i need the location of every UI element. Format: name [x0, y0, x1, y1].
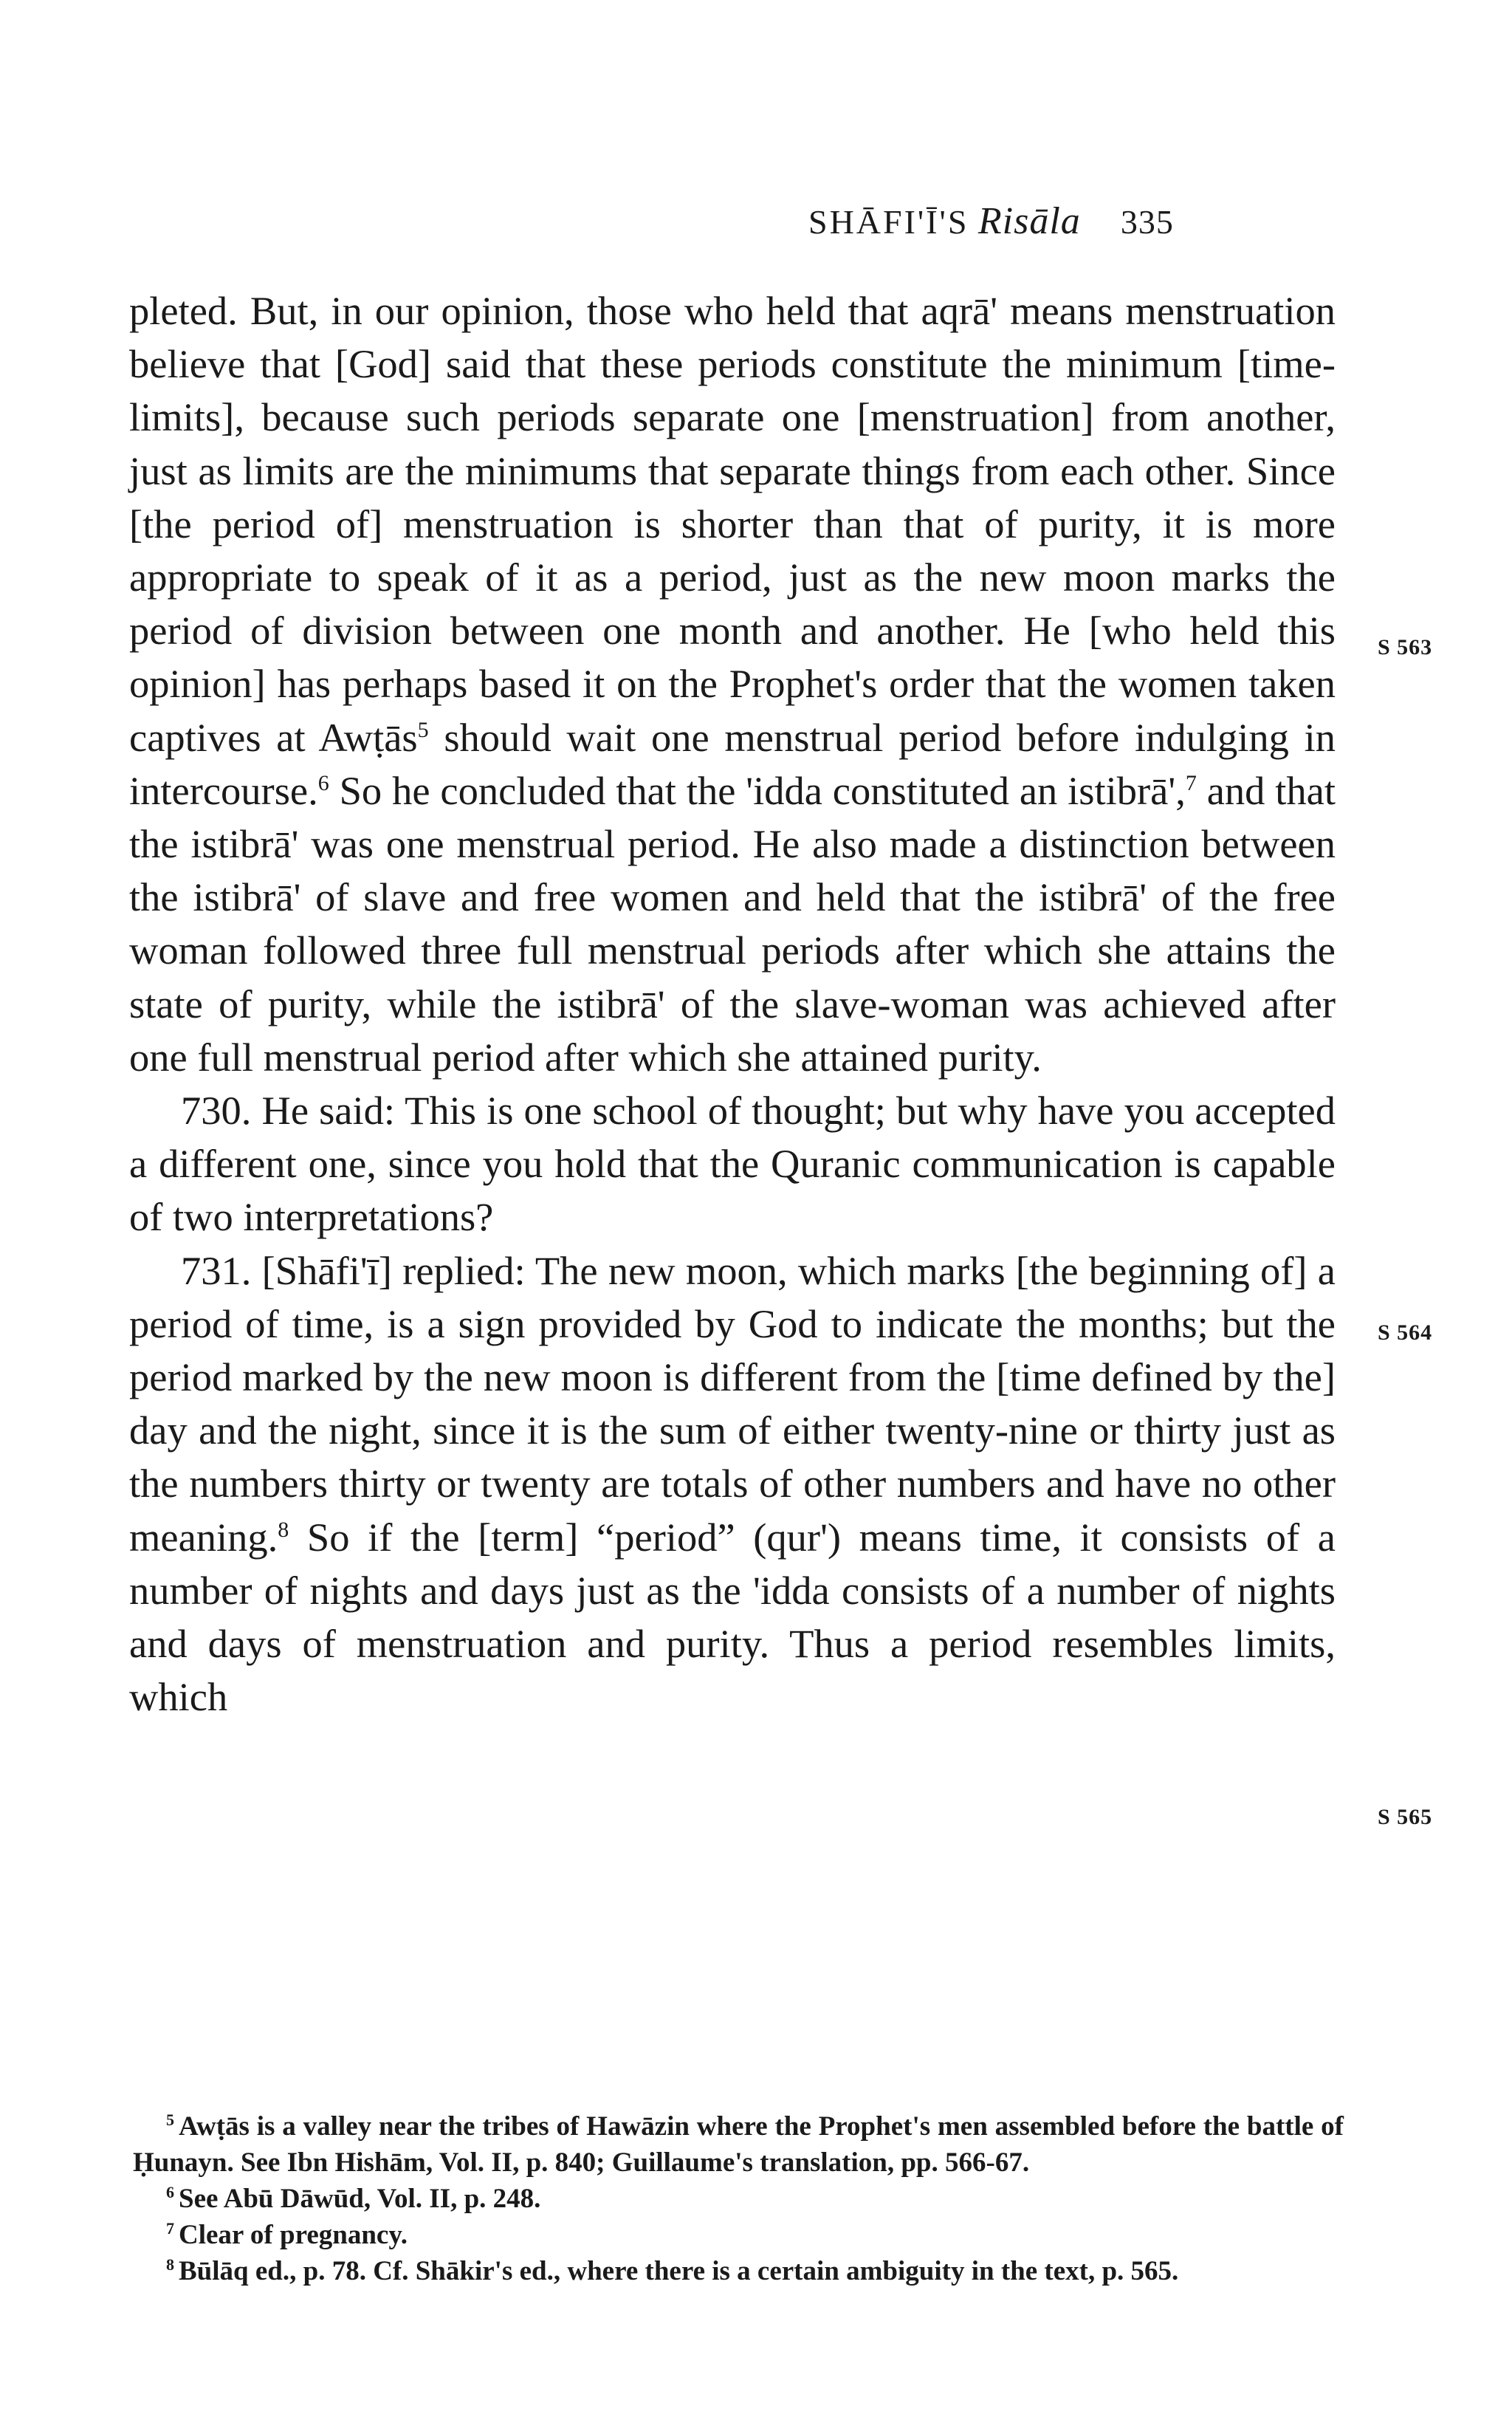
paragraph-730: 730. He said: This is one school of thought; but why have you accepted a different one, since you hold that the Quranic communication is capable of two interpretations? — [129, 1088, 1336, 1240]
running-header — [808, 199, 1174, 243]
header-title-italic: Risāla — [977, 200, 1081, 242]
paragraph-text: 731. [Shāfi'ī] replied: The new moon, which marks [the beginning of] a period of time, is a sign provided by God to indicate the months; but the period marked by the new moon is different from the [time defined by the] day and the night, since it is the sum of either twenty-nine or thirty just as the numbers thirty or twenty are totals of other numbers and have no other meaning. — [129, 1247, 1336, 1560]
margin-note-s563: S 563 — [1378, 635, 1433, 659]
paragraph-continuation — [129, 284, 1336, 1084]
footnote-number: 5 — [166, 2110, 174, 2129]
footnote-text: Būlāq ed., p. 78. Cf. Shākir's ed., where there is a certain ambiguity in the text, p. 565. — [179, 2256, 1179, 2286]
paragraph-731 — [129, 1244, 1336, 1724]
margin-note-s565: S 565 — [1378, 1805, 1433, 1829]
body-text — [129, 284, 1336, 1724]
margin-note-s564: S 564 — [1378, 1320, 1433, 1345]
page-number: 335 — [1120, 203, 1174, 241]
paragraph-text: So if the [term] “period” (qur') means time, it consists of a number of nights and days just as the 'idda consists of a number of nights and days of menstruation and purity. Thus a period resembles limits, which — [129, 1514, 1336, 1720]
footnote-number: 6 — [166, 2182, 174, 2201]
footnote-8 — [133, 2253, 1344, 2289]
paragraph-text: pleted. But, in our opinion, those who held that aqrā' means menstruation believe that [God] said that these periods constitute the minimum [time-limits], because such periods separate one [menstruation] from another, just as limits are the minimums that separate things from each other. Since [the period of] menstruation is shorter than that of purity, it is more appropriate to speak of it as a period, just as the new moon marks the period of division between one month and another. He [who held this opinion] has perhaps based it on the Prophet's order that the women taken captives at Awṭās — [129, 288, 1336, 760]
footnote-ref: 5 — [417, 717, 429, 742]
paragraph-text: So he concluded that the 'idda constituted an istibrā', — [329, 767, 1186, 813]
footnote-ref: 8 — [278, 1517, 289, 1542]
footnote-number: 7 — [166, 2218, 174, 2238]
footnote-ref: 7 — [1185, 770, 1197, 795]
footnote-7 — [133, 2217, 1344, 2253]
footnote-number: 8 — [166, 2255, 174, 2274]
paragraph-text: and that the istibrā' was one menstrual period. He also made a distinction between the istibrā' of slave and free women and held that the istibrā' of the free woman followed three full menstrual periods after which she attains the state of purity, while the istibrā' of the slave-woman was achieved after one full menstrual period after which she attained purity. — [129, 767, 1336, 1080]
footnote-5 — [133, 2108, 1344, 2181]
footnote-6 — [133, 2181, 1344, 2217]
paragraph-text: should wait one menstrual period before indulging in intercourse. — [129, 714, 1336, 813]
footnote-ref: 6 — [317, 770, 329, 795]
footnote-text: Awṭās is a valley near the tribes of Hawāzin where the Prophet's men assembled before the battle of Ḥunayn. See Ibn Hishām, Vol. II, p. 840; Guillaume's translation, pp. 566-67. — [133, 2111, 1344, 2178]
header-title — [808, 199, 1081, 243]
footnote-text: See Abū Dāwūd, Vol. II, p. 248. — [179, 2184, 541, 2214]
footnotes — [133, 2108, 1344, 2289]
header-running-title: SHĀFI'Ī'S — [808, 203, 969, 241]
footnote-text: Clear of pregnancy. — [179, 2220, 408, 2250]
